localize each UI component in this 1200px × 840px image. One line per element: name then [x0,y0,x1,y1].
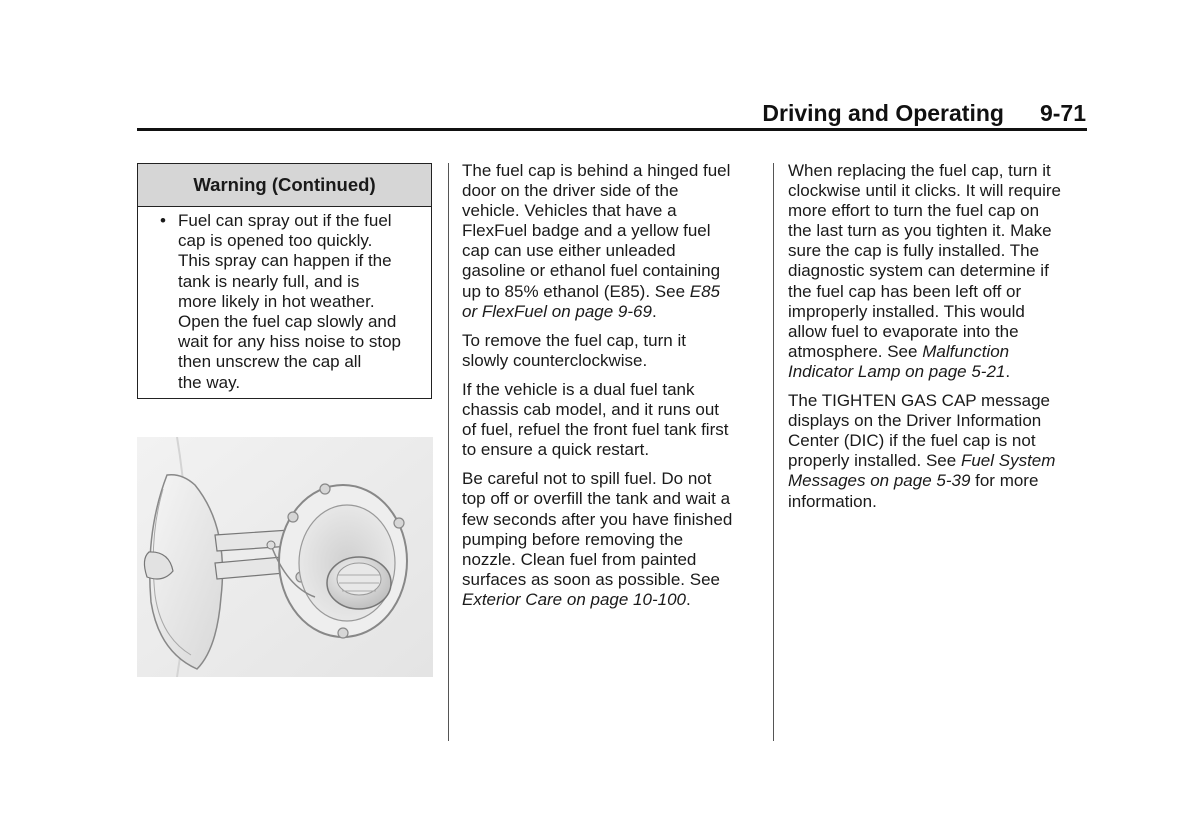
text-line: few seconds after you have finished [462,509,733,529]
paragraph-remove-cap [462,331,764,371]
text-punct: . [1005,361,1011,381]
warning-line: Fuel can spray out if the fuel [178,211,392,230]
text-line: door on the driver side of the [462,181,679,201]
cross-reference-e85-cont[interactable]: or FlexFuel on page 9-69 [462,301,652,321]
text-line: diagnostic system can determine if [788,261,1049,281]
cross-reference-malfunction-lamp-cont[interactable]: Indicator Lamp on page 5-21 [788,361,1006,381]
text-line: the fuel cap has been left off or [788,281,1022,301]
text-line: If the vehicle is a dual fuel tank [462,379,695,399]
text-line: When replacing the fuel cap, turn it [788,161,1051,180]
warning-line: tank is nearly full, and is [178,271,360,291]
text-line: To remove the fuel cap, turn it [462,330,686,350]
text-line: atmosphere. See [788,341,923,361]
text-line: allow fuel to evaporate into the [788,321,1019,341]
cross-reference-fuel-system-messages-cont[interactable]: Messages on page 5-39 [788,471,971,491]
cross-reference-exterior-care[interactable]: Exterior Care on page 10-100 [462,589,686,609]
text-line: the last turn as you tighten it. Make [788,221,1052,241]
text-line: nozzle. Clean fuel from painted [462,549,697,569]
column-divider-right [773,163,774,741]
text-line: properly installed. See [788,451,961,471]
paragraph-replacing-cap [788,161,1093,382]
warning-line: more likely in hot weather. [178,291,375,311]
text-line: slowly counterclockwise. [462,350,648,370]
text-line: displays on the Driver Information [788,411,1042,431]
warning-line: then unscrew the cap all [178,352,362,372]
text-line: clockwise until it clicks. It will require [788,181,1062,201]
warning-line: cap is opened too quickly. [178,231,373,251]
text-line: chassis cab model, and it runs out [462,400,720,420]
warning-line: This spray can happen if the [178,251,392,271]
text-line: to ensure a quick restart. [462,440,650,460]
column-divider-left [448,163,449,741]
text-line: Be careful not to spill fuel. Do not [462,469,712,489]
right-column [788,161,1093,521]
warning-box [137,163,432,399]
warning-title: Warning (Continued) [138,164,431,207]
header-rule [137,128,1087,131]
paragraph-spill-caution [462,469,764,610]
text-line: up to 85% ethanol (E85). See [462,281,690,301]
text-line: top off or overfill the tank and wait a [462,489,731,509]
page-header [762,100,1086,127]
middle-column [462,161,764,619]
text-line: gasoline or ethanol fuel containing [462,261,721,281]
text-line: FlexFuel badge and a yellow fuel [462,221,711,241]
text-line: more effort to turn the fuel cap on [788,201,1040,221]
text-line: The fuel cap is behind a hinged fuel [462,161,731,180]
text-line: for more [970,471,1039,491]
text-line: Center (DIC) if the fuel cap is not [788,431,1036,451]
text-line: vehicle. Vehicles that have a [462,201,677,221]
paragraph-tighten-gas-cap [788,391,1093,512]
bullet-icon: • [160,211,166,230]
cross-reference-fuel-system-messages[interactable]: Fuel System [960,451,1056,471]
warning-bullet-item [138,207,431,393]
warning-line: the way. [178,372,241,392]
fuel-door-illustration [137,437,433,677]
paragraph-dual-tank [462,380,764,460]
text-line: sure the cap is fully installed. The [788,241,1040,261]
text-line: cap can use either unleaded [462,241,676,261]
text-line: pumping before removing the [462,529,684,549]
paragraph-fuel-cap-location [462,161,764,322]
cross-reference-e85[interactable]: E85 [689,281,721,301]
text-punct: . [651,301,657,321]
section-title: Driving and Operating [762,100,1004,126]
text-line: of fuel, refuel the front fuel tank first [462,420,729,440]
warning-line: Open the fuel cap slowly and [178,312,397,332]
text-line: information. [788,491,877,511]
text-punct: . [685,589,691,609]
cross-reference-malfunction-lamp[interactable]: Malfunction [922,341,1010,361]
warning-line: wait for any hiss noise to stop [178,332,402,352]
text-line: improperly installed. This would [788,301,1025,321]
text-line: The TIGHTEN GAS CAP message [788,391,1051,411]
text-line: surfaces as soon as possible. See [462,569,720,589]
page-number: 9-71 [1039,100,1086,126]
